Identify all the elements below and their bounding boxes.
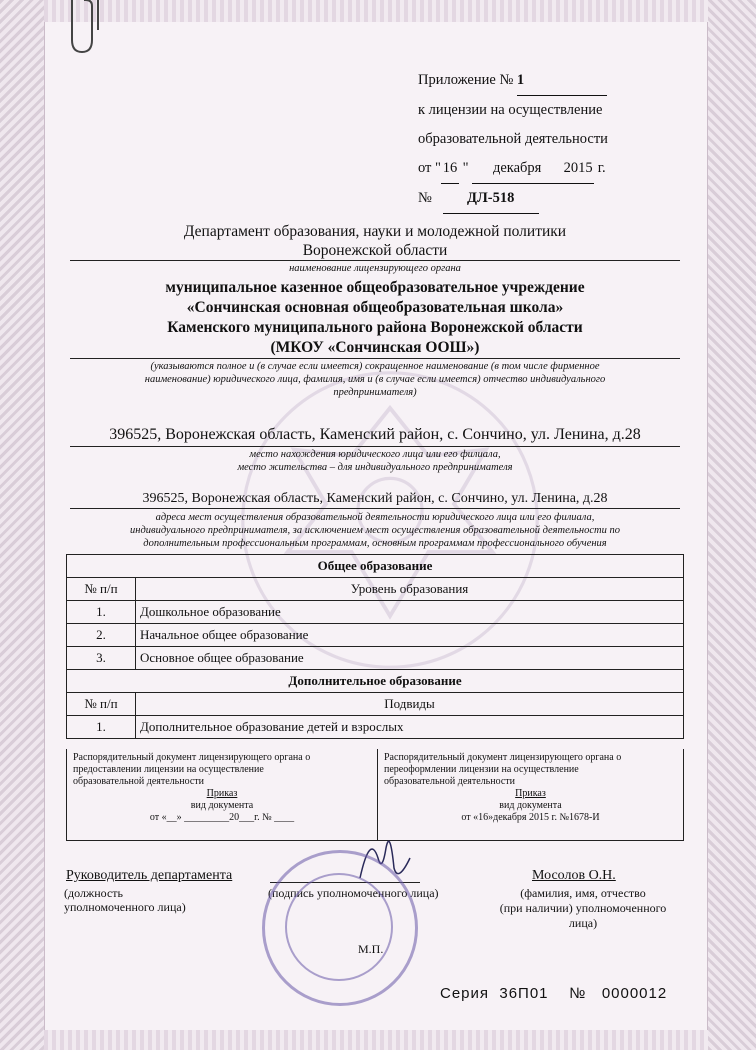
activity-address: 396525, Воронежская область, Каменский район, с. Сончино, ул. Ленина, д.28 xyxy=(70,490,680,509)
position-caption: (должность уполномоченного лица) xyxy=(64,886,186,914)
guilloche-border-top xyxy=(44,0,708,22)
name-caption: (фамилия, имя, отчество (при наличии) уполномоченного лица) xyxy=(499,886,667,930)
additional-education-title: Дополнительное образование xyxy=(67,670,684,693)
serial-label: Серия xyxy=(440,985,490,1002)
doc-reissue-type: Приказ xyxy=(515,788,546,799)
education-level: Основное общее образование xyxy=(136,647,684,670)
education-level: Дошкольное образование xyxy=(136,601,684,624)
education-subtype: Дополнительное образование детей и взрослых xyxy=(136,716,684,739)
annex-header xyxy=(418,66,658,214)
official-seal-icon xyxy=(262,850,418,1006)
serial-series: 36П01 xyxy=(499,985,549,1002)
doc-reissue-date: от «16»декабря 2015 г. №1678-И xyxy=(461,812,600,823)
seal-place-label: М.П. xyxy=(358,942,384,956)
education-table xyxy=(66,554,684,739)
annex-label: Приложение № xyxy=(418,72,514,88)
serial-number: 0000012 xyxy=(601,985,668,1002)
annex-number: 1 xyxy=(517,66,607,96)
form-serial: Серия 36П01 № 0000012 xyxy=(440,985,668,1002)
org-short-name: (МКОУ «Сончинская ООШ») xyxy=(70,338,680,359)
table-header-row: № п/п Подвиды xyxy=(67,693,684,716)
signatory-name: Мосолов О.Н. xyxy=(532,868,616,883)
organization-caption: (указываются полное и (в случае если имеется) сокращенное наименование (в том числе фирменное наименование) юридического лица, фамилия, имя и (в случае если имеется) отчество индивидуального предпринимателя) xyxy=(144,361,606,398)
doc-grant-box: Распорядительный документ лицензирующего органа о предоставлении лицензии на осуществление образовательной деятельности Приказ вид документа от «__» _________20___г. № ____ xyxy=(66,749,378,841)
guilloche-border-right xyxy=(707,0,756,1050)
guilloche-border-left xyxy=(0,0,45,1050)
annex-line3: образовательной деятельности xyxy=(418,131,608,147)
authority-name-line2: Воронежской области xyxy=(70,241,680,261)
org-name-line2: «Сончинская основная общеобразовательная школа» xyxy=(186,299,564,316)
org-name-line1: муниципальное казенное общеобразовательное учреждение xyxy=(165,279,585,296)
table-row: 1. Дополнительное образование детей и взрослых xyxy=(67,716,684,739)
col-level-header: Уровень образования xyxy=(136,578,684,601)
activity-caption: адреса мест осуществления образовательной деятельности юридического лица или его филиала, индивидуального предпринимателя, за исключением мест осуществления образовательной деятельности по дополнительным профессиональным программам, основным программам профессионального обучения xyxy=(130,512,620,549)
annex-license: № ДЛ-518 xyxy=(418,184,658,214)
authority-block xyxy=(70,222,680,261)
license-number: ДЛ-518 xyxy=(443,184,539,214)
paperclip-icon xyxy=(60,0,110,60)
table-row: 3. Основное общее образование xyxy=(67,647,684,670)
education-level: Начальное общее образование xyxy=(136,624,684,647)
annex-day: 16 xyxy=(441,154,459,184)
table-header-row xyxy=(67,578,684,601)
col-subtype-header: Подвиды xyxy=(136,693,684,716)
doc-grant-type: Приказ xyxy=(206,788,238,799)
annex-date: от " 16 " декабря 2015 г. xyxy=(418,154,658,184)
doc-grant-date: от «__» _________20___г. № ____ xyxy=(149,812,295,823)
doc-reissue-box: Распорядительный документ лицензирующего органа о переоформлении лицензии на осуществление образовательной деятельности Приказ вид документа от «16»декабря 2015 г. №1678-И xyxy=(377,749,684,841)
signature-caption: (подпись уполномоченного лица) xyxy=(268,886,439,900)
location-address: 396525, Воронежская область, Каменский район, с. Сончино, ул. Ленина, д.28 xyxy=(70,424,680,447)
signatory-position: Руководитель департамента xyxy=(66,868,233,883)
table-row: 1. Дошкольное образование xyxy=(67,601,684,624)
table-row: 2. Начальное общее образование xyxy=(67,624,684,647)
org-name-line3: Каменского муниципального района Воронежской области xyxy=(167,319,583,336)
annex-year: 2015 xyxy=(562,154,594,184)
annex-month: декабря xyxy=(472,154,562,184)
authority-caption: наименование лицензирующего органа xyxy=(289,263,461,274)
organization-block xyxy=(70,278,680,359)
authority-name-line1: Департамент образования, науки и молодежной политики xyxy=(183,223,567,240)
col-number-header: № п/п xyxy=(67,578,136,601)
location-caption: место нахождения юридического лица или его филиала, место жительства – для индивидуального предпринимателя xyxy=(237,449,513,473)
general-education-title: Общее образование xyxy=(67,555,684,578)
annex-line2: к лицензии на осуществление xyxy=(418,102,603,118)
guilloche-border-bottom xyxy=(44,1030,708,1050)
